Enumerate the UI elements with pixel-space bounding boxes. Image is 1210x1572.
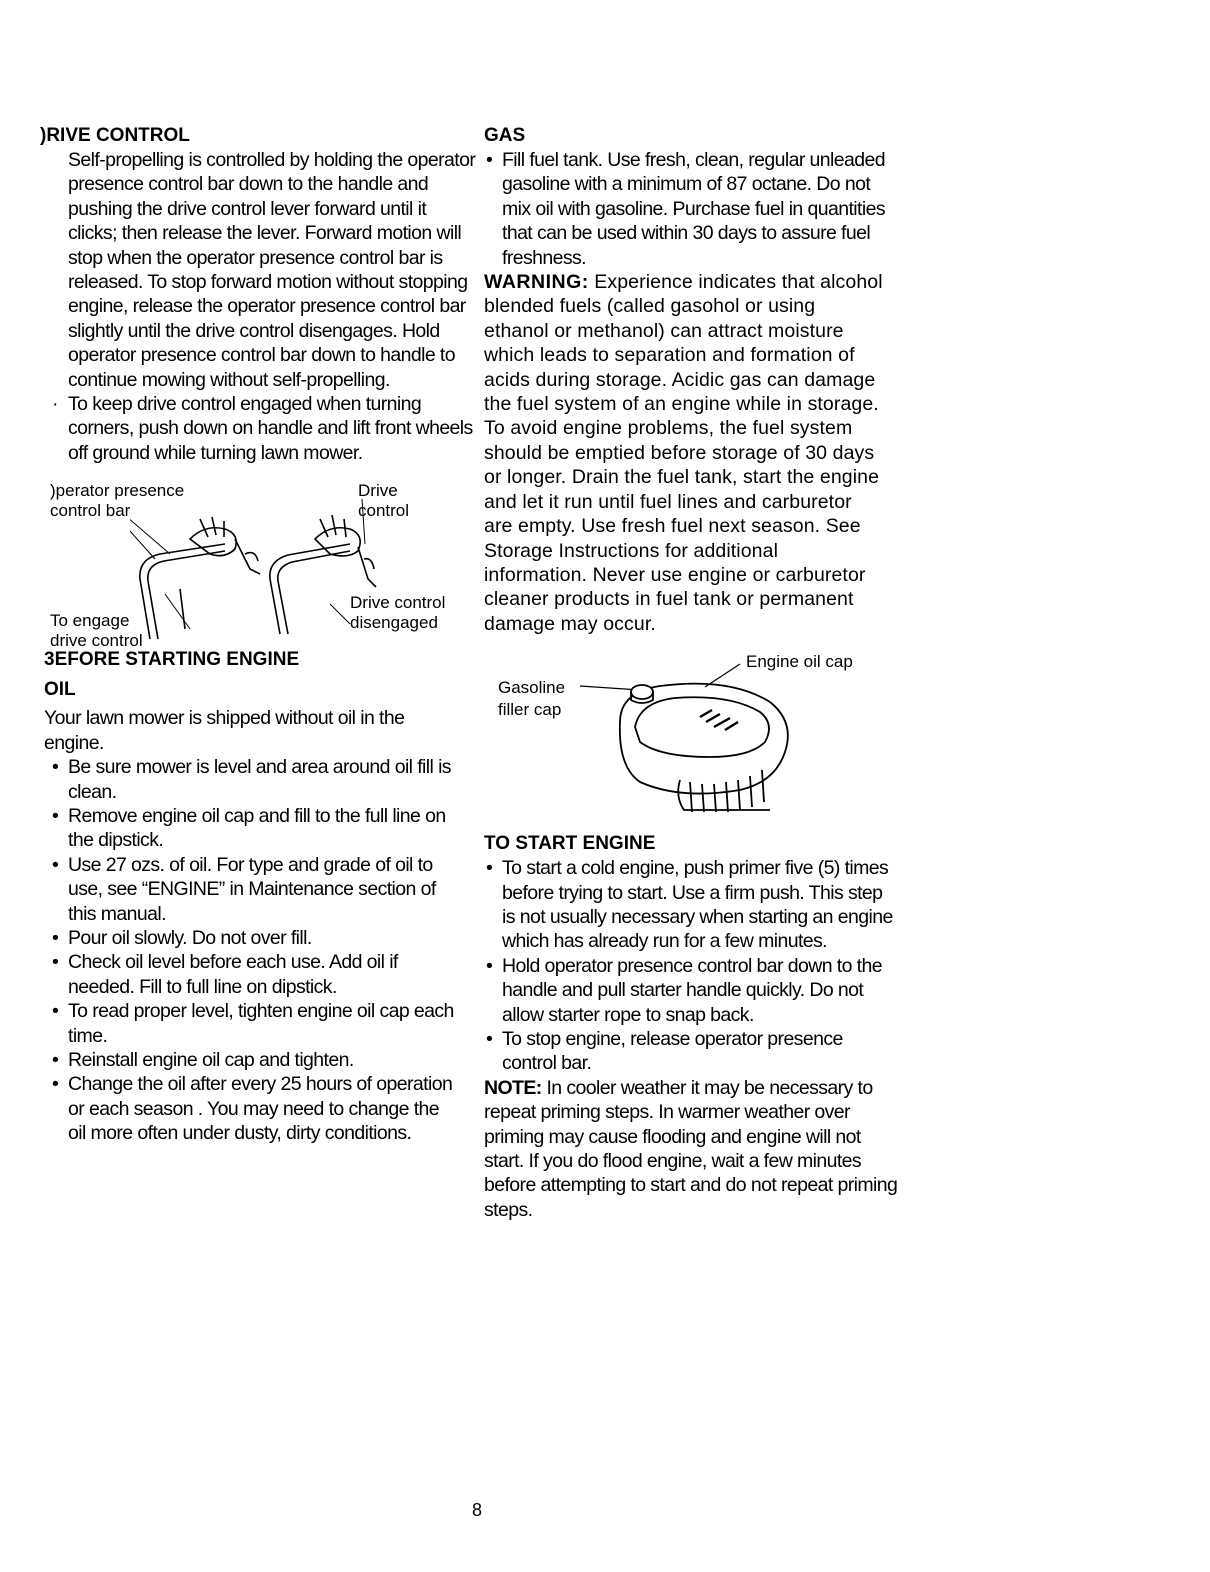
bullet-text: Check oil level before each use. Add oil if needed. Fill to full line on dipstick. bbox=[68, 951, 398, 998]
engine-illustration bbox=[580, 662, 810, 812]
gas-bullets bbox=[484, 148, 896, 270]
bullet-glyph: • bbox=[52, 1073, 59, 1096]
bullet-glyph: • bbox=[52, 1048, 59, 1071]
label-filler-cap: filler cap bbox=[498, 700, 562, 720]
bullet-text: Hold operator presence control bar down to the handle and pull starter handle quickly. Do not allow starter rope to snap back. bbox=[502, 954, 882, 1026]
bullet-glyph: • bbox=[52, 1000, 59, 1023]
bullet-text: Use 27 ozs. of oil. For type and grade of oil to use, see “ENGINE” in Maintenance section of this manual. bbox=[68, 853, 436, 925]
note-paragraph bbox=[484, 1076, 898, 1222]
list-item bbox=[50, 926, 460, 950]
warning-label: WARNING: bbox=[484, 271, 589, 294]
list-item bbox=[50, 804, 460, 853]
bullet-glyph: • bbox=[52, 804, 59, 827]
list-item bbox=[50, 755, 460, 804]
bullet-glyph: • bbox=[52, 926, 59, 949]
oil-intro-line-1: Your lawn mower is shipped without oil in the bbox=[44, 707, 405, 730]
handle-illustration bbox=[130, 499, 380, 649]
list-item bbox=[50, 1072, 460, 1145]
oil-heading: OIL bbox=[44, 679, 76, 701]
bullet-glyph: • bbox=[486, 149, 493, 171]
bullet-text: Fill fuel tank. Use fresh, clean, regular unleaded gasoline with a minimum of 87 octane. Do not mix oil with gasoline. Purchase fuel in quantities that can be used within 30 days to assure fuel freshness. bbox=[502, 149, 885, 269]
bullet-glyph: • bbox=[486, 857, 493, 880]
label-control-bar: control bar bbox=[50, 501, 131, 521]
bullet-text: Change the oil after every 25 hours of operation or each season . You may need to change the oil more often under dusty, dirty conditions. bbox=[68, 1073, 453, 1145]
bullet-glyph: • bbox=[52, 756, 59, 779]
bullet-text: Pour oil slowly. Do not over fill. bbox=[68, 926, 312, 949]
label-operator-presence: )perator presence bbox=[50, 481, 185, 501]
drive-control-paragraph: Self-propelling is controlled by holding the operator presence control bar down to the handle and pushing the drive control lever forward until it clicks; then release the lever. Forward motion will stop when the operator presence control bar is released. To stop forward motion without stopping engine, release the operator presence control bar slightly until the drive control disengages. Hold operator presence control bar down to handle to continue mowing without self-propelling. bbox=[68, 149, 476, 391]
list-item bbox=[50, 1048, 460, 1072]
engine-figure bbox=[484, 652, 904, 832]
bullet-glyph: • bbox=[52, 951, 59, 974]
bullet-glyph: • bbox=[486, 1027, 493, 1050]
bullet-glyph: • bbox=[52, 853, 59, 876]
label-drive-control-engage: drive control bbox=[50, 631, 143, 651]
bullet-glyph: · bbox=[52, 393, 58, 416]
oil-intro-line-2: engine. bbox=[44, 731, 104, 754]
warning-paragraph bbox=[484, 270, 884, 636]
label-to-engage: To engage bbox=[50, 611, 130, 631]
right-column bbox=[484, 124, 904, 1222]
page-number: 8 bbox=[472, 1500, 483, 1520]
list-item bbox=[50, 392, 480, 465]
bullet-text: To read proper level, tighten engine oil cap each time. bbox=[68, 1000, 454, 1047]
list-item bbox=[484, 856, 896, 954]
oil-bullets bbox=[50, 755, 460, 1146]
bullet-text: Be sure mower is level and area around oil fill is clean. bbox=[68, 756, 451, 803]
note-label: NOTE: bbox=[484, 1076, 542, 1099]
list-item bbox=[484, 1027, 896, 1076]
label-gasoline: Gasoline bbox=[498, 678, 566, 698]
bullet-text: Reinstall engine oil cap and tighten. bbox=[68, 1048, 354, 1071]
label-drive-control-disengaged-2: disengaged bbox=[350, 613, 438, 633]
gas-heading: GAS bbox=[484, 125, 526, 146]
label-drive: Drive bbox=[358, 481, 398, 501]
list-item bbox=[50, 999, 460, 1048]
warning-text: Experience indicates that alcohol blended fuels (called gasohol or using ethanol or methanol) can attract moisture which leads to separation and formation of acids during storage. Acidic gas can damage the fuel system of an engine while in storage. To avoid engine problems, the fuel system should be emptied before storage of 30 days or longer. Drain the fuel tank, start the engine and let it run until fuel lines and carburetor are empty. Use fresh fuel next season. See Storage Instructions for additional information. Never use engine or carburetor cleaner products in fuel tank or permanent damage may occur. bbox=[484, 271, 883, 635]
label-engine-oil-cap: Engine oil cap bbox=[746, 652, 853, 672]
drive-control-heading: )RIVE CONTROL bbox=[40, 125, 190, 146]
note-text: In cooler weather it may be necessary to repeat priming steps. In warmer weather over priming may cause flooding and engine will not start. If you do flood engine, wait a few minutes before attempting to start and do not repeat priming steps. bbox=[484, 1076, 898, 1221]
list-item bbox=[50, 950, 460, 999]
label-drive-control-disengaged-1: Drive control bbox=[350, 593, 446, 613]
list-item bbox=[50, 853, 460, 926]
bullet-text: To stop engine, release operator presence control bar. bbox=[502, 1027, 843, 1075]
bullet-text: Remove engine oil cap and fill to the full line on the dipstick. bbox=[68, 804, 446, 852]
drive-control-bullets bbox=[50, 392, 480, 465]
bullet-text: To keep drive control engaged when turning corners, push down on handle and lift front wheels off ground while turning lawn mower. bbox=[68, 393, 473, 464]
drive-control-figure bbox=[50, 479, 480, 654]
left-column bbox=[40, 124, 480, 1146]
start-bullets bbox=[484, 856, 896, 1076]
bullet-glyph: • bbox=[486, 954, 493, 977]
list-item bbox=[484, 148, 896, 270]
bullet-text: To start a cold engine, push primer five (5) times before trying to start. Use a firm push. This step is not usually necessary when starting an engine which has already run for a few minutes. bbox=[502, 857, 893, 953]
before-starting-heading: 3EFORE STARTING ENGINE bbox=[44, 649, 300, 671]
label-control: control bbox=[358, 501, 410, 521]
to-start-engine-heading: TO START ENGINE bbox=[484, 833, 656, 855]
list-item bbox=[484, 954, 896, 1027]
